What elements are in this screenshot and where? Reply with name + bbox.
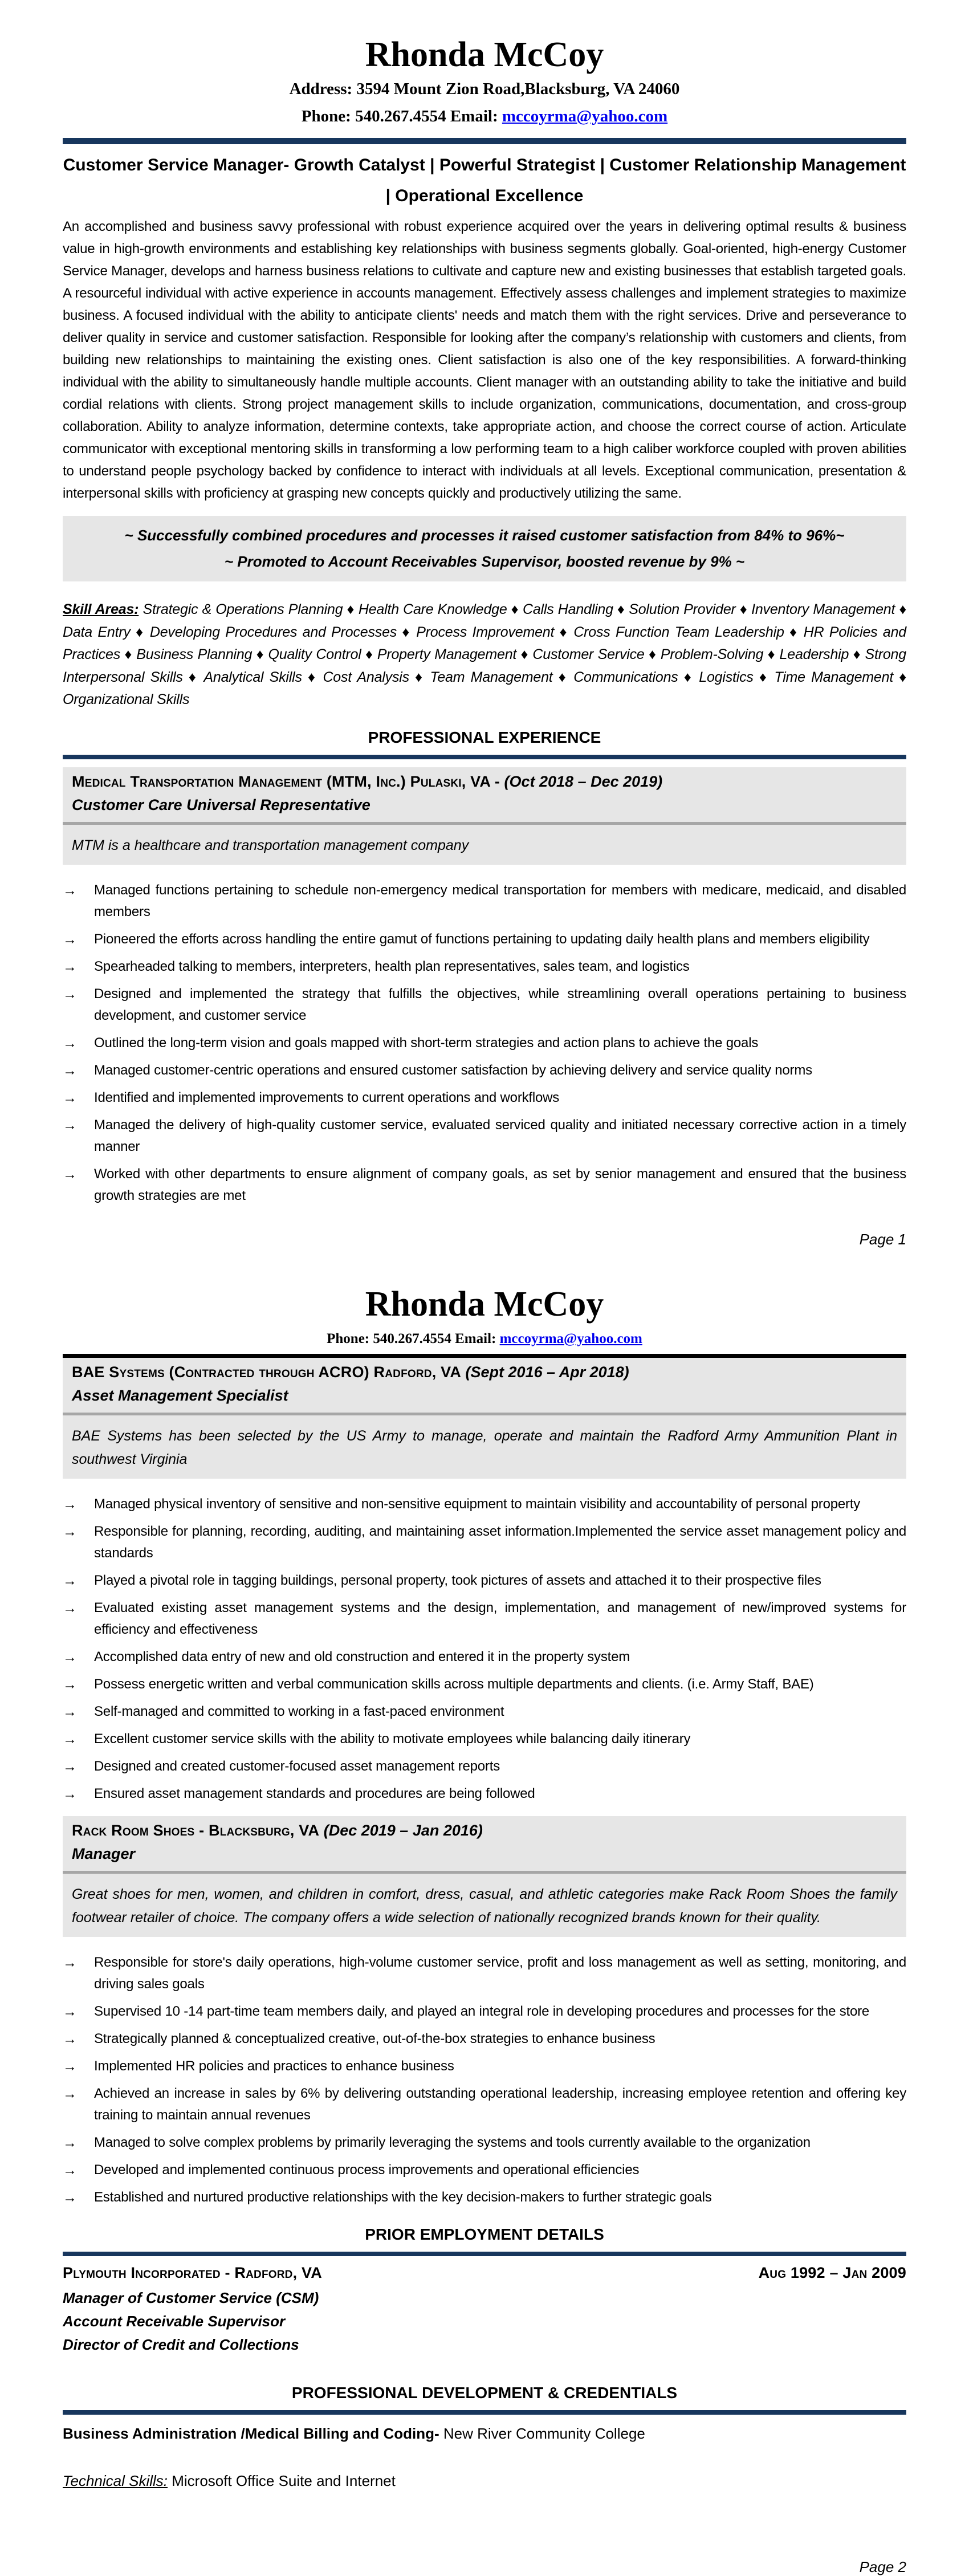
bullet-text: Responsible for planning, recording, auditing, and maintaining asset information.Implemented the service asset management policy and standards: [94, 1524, 906, 1561]
bullet-item: [63, 1570, 906, 1592]
arrow-bullet-icon: →: [63, 2190, 77, 2206]
bullet-text: Possess energetic written and verbal communication skills across multiple departments and clients. (i.e. Army Staff, BAE): [94, 1676, 814, 1692]
skill-item: ♦ Time Management: [754, 669, 893, 685]
skill-item: ♦ Business Planning: [120, 646, 252, 662]
email-link-2[interactable]: mccoyrma@yahoo.com: [499, 1330, 642, 1346]
arrow-bullet-icon: →: [63, 959, 77, 975]
prior-role: Account Receivable Supervisor: [63, 2313, 286, 2330]
bullet-text: Managed the delivery of high-quality customer service, evaluated serviced quality and initiated necessary corrective action in a timely manner: [94, 1117, 906, 1155]
bullet-item: [63, 1597, 906, 1641]
bullet-item: [63, 1521, 906, 1564]
skill-item: ♦ Strong Interpersonal Skills: [63, 646, 906, 685]
job-company: BAE Systems (Contracted through ACRO) Radford, VA: [72, 1364, 462, 1381]
bullet-item: [63, 1087, 906, 1109]
education-line: [63, 2425, 906, 2443]
development-heading: PROFESSIONAL DEVELOPMENT & CREDENTIALS: [291, 2384, 678, 2402]
arrow-bullet-icon: →: [63, 2031, 77, 2048]
page-2-title: Rhonda McCoy: [365, 1285, 604, 1324]
arrow-bullet-icon: →: [63, 931, 77, 948]
skill-item: ♦ Organizational Skills: [63, 669, 906, 708]
bullet-text: Strategically planned & conceptualized creative, out-of-the-box strategies to enhance business: [94, 2031, 656, 2047]
bullet-item: [63, 1783, 906, 1805]
bullet-item: [63, 2056, 906, 2077]
skill-item: ♦ Problem-Solving: [645, 646, 764, 662]
skill-item: ♦ Logistics: [678, 669, 754, 685]
job-about: Great shoes for men, women, and children in comfort, dress, casual, and athletic categories make Rack Room Shoes the family footwear retailer of choice. The company offers a wide selection of nationally recognized brands known for their quality.: [72, 1886, 897, 1926]
bullet-item: [63, 1674, 906, 1695]
bullet-text: Identified and implemented improvements to current operations and workflows: [94, 1090, 560, 1106]
prior-dates: Aug 1992 – Jan 2009: [758, 2264, 906, 2282]
skill-item: ♦ Analytical Skills: [183, 669, 302, 685]
skill-item: ♦ Cost Analysis: [302, 669, 409, 685]
bullet-text: Managed functions pertaining to schedule non-emergency medical transportation for members with medicare, medicaid, and disabled members: [94, 882, 906, 920]
bullet-text: Managed customer-centric operations and ensured customer satisfaction by achieving delivery and service quality norms: [94, 1063, 812, 1079]
arrow-bullet-icon: →: [63, 2162, 77, 2179]
arrow-bullet-icon: →: [63, 1759, 77, 1775]
education-program: Business Administration /Medical Billing and Coding-: [63, 2425, 439, 2443]
arrow-bullet-icon: →: [63, 1166, 77, 1183]
job-company: Rack Room Shoes - Blacksburg, VA: [72, 1822, 320, 1840]
bullet-text: Responsible for store's daily operations, high-volume customer service, profit and loss management as well as setting, monitoring, and driving sales goals: [94, 1955, 906, 1992]
bullet-item: [63, 2187, 906, 2208]
bullet-text: Supervised 10 -14 part-time team members daily, and played an integral role in developing procedures and processes for the store: [94, 2004, 870, 2020]
bullet-text: Excellent customer service skills with the ability to motivate employees while balancing daily itinerary: [94, 1731, 691, 1747]
bullet-text: Evaluated existing asset management systems and the design, implementation, and management of new/improved systems for efficiency and effectiveness: [94, 1600, 906, 1638]
prior-company: Plymouth Incorporated - Radford, VA: [63, 2264, 322, 2282]
page-1-footer: Page 1: [859, 1231, 906, 1248]
job-dates: (Oct 2018 – Dec 2019): [504, 772, 663, 790]
bullet-text: Ensured asset management standards and procedures are being followed: [94, 1786, 535, 1802]
bullet-item: [63, 956, 906, 978]
bullet-item: [63, 929, 906, 950]
prior-role: Director of Credit and Collections: [63, 2336, 299, 2354]
bullet-text: Accomplished data entry of new and old construction and entered it in the property system: [94, 1649, 630, 1665]
bullet-text: Pioneered the efforts across handling the entire gamut of functions pertaining to updating daily health plans and members eligibility: [94, 931, 870, 947]
prior-roles: [63, 2286, 906, 2357]
bullet-text: Managed physical inventory of sensitive and non-sensitive equipment to maintain visibility and accountability of personal property: [94, 1496, 861, 1512]
skill-list: [63, 601, 906, 707]
prior-role: Manager of Customer Service (CSM): [63, 2289, 319, 2307]
arrow-bullet-icon: →: [63, 882, 77, 899]
arrow-bullet-icon: →: [63, 1676, 77, 1693]
bullet-item: [63, 2159, 906, 2181]
skill-item: ♦ Property Management: [361, 646, 517, 662]
highlight-line: ~ Promoted to Account Receivables Supervisor, boosted revenue by 9% ~: [224, 552, 745, 570]
job-bullets-mtm: [63, 880, 906, 1207]
phone-email-label: Phone: 540.267.4554 Email:: [301, 107, 498, 125]
arrow-bullet-icon: →: [63, 1649, 77, 1666]
bullet-item: [63, 1756, 906, 1777]
bullet-item: [63, 2001, 906, 2022]
arrow-bullet-icon: →: [63, 1786, 77, 1802]
contact-line: [63, 104, 906, 129]
arrow-bullet-icon: →: [63, 1573, 77, 1589]
skill-areas: [63, 599, 906, 711]
job-company-line: [72, 1364, 897, 1381]
arrow-bullet-icon: →: [63, 1496, 77, 1513]
bullet-item: [63, 1163, 906, 1207]
prior-employment-divider: [63, 2252, 906, 2256]
bullet-text: Self-managed and committed to working in a fast-paced environment: [94, 1704, 504, 1720]
page-2: [63, 1285, 906, 2576]
arrow-bullet-icon: →: [63, 1731, 77, 1748]
bullet-text: Outlined the long-term vision and goals mapped with short-term strategies and action plans to achieve the goals: [94, 1035, 759, 1051]
technical-skills-line: [63, 2472, 906, 2490]
bullet-text: Established and nurtured productive relationships with the key decision-makers to further strategic goals: [94, 2190, 712, 2205]
arrow-bullet-icon: →: [63, 1524, 77, 1540]
skill-item: ♦ Health Care Knowledge: [343, 601, 507, 617]
job-dates: (Sept 2016 – Apr 2018): [465, 1364, 629, 1381]
job-company-line: [72, 773, 897, 791]
job-divider: [63, 1413, 906, 1415]
job-company: Medical Transportation Management (MTM, Inc.) Pulaski, VA -: [72, 772, 500, 790]
bullet-item: [63, 1060, 906, 1081]
page-2-header-divider: [63, 1354, 906, 1358]
bullet-item: [63, 1728, 906, 1750]
bullet-text: Spearheaded talking to members, interpreters, health plan representatives, sales team, and logistics: [94, 959, 690, 975]
bullet-text: Achieved an increase in sales by 6% by delivering outstanding operational leadership, increasing employee retention and offering key training to maintain annual revenues: [94, 2086, 906, 2123]
bullet-text: Played a pivotal role in tagging buildings, personal property, took pictures of assets and attached it to their prospective files: [94, 1573, 821, 1589]
skill-item: ♦ Customer Service: [516, 646, 644, 662]
bullet-item: [63, 1646, 906, 1668]
arrow-bullet-icon: →: [63, 1090, 77, 1106]
bullet-text: Implemented HR policies and practices to enhance business: [94, 2058, 454, 2074]
experience-divider: [63, 755, 906, 759]
arrow-bullet-icon: →: [63, 2004, 77, 2020]
bullet-text: Designed and created customer-focused asset management reports: [94, 1759, 500, 1775]
skill-item: ♦ Calls Handling: [507, 601, 613, 617]
contact-line-2: [63, 1328, 906, 1350]
email-link[interactable]: mccoyrma@yahoo.com: [502, 107, 668, 125]
technical-skills-value: Microsoft Office Suite and Internet: [168, 2472, 396, 2490]
header-divider: [63, 138, 906, 144]
skill-areas-label: Skill Areas:: [63, 601, 139, 618]
headline: Customer Service Manager- Growth Catalyst | Powerful Strategist | Customer Relationship Management | Operational Excellence: [63, 156, 906, 205]
bullet-item: [63, 1114, 906, 1158]
arrow-bullet-icon: →: [63, 1063, 77, 1079]
page-1: [63, 35, 906, 1248]
skill-item: ♦ HR Policies and Practices: [63, 624, 906, 663]
arrow-bullet-icon: →: [63, 1117, 77, 1134]
job-about: BAE Systems has been selected by the US Army to manage, operate and maintain the Radford Army Ammunition Plant in southwest Virginia: [72, 1428, 897, 1467]
bullet-text: Managed to solve complex problems by primarily leveraging the systems and tools currently available to the organization: [94, 2135, 811, 2151]
job-header-rack-room: [63, 1816, 906, 1937]
prior-employment-row: [63, 2264, 906, 2282]
bullet-item: [63, 1701, 906, 1723]
experience-heading: PROFESSIONAL EXPERIENCE: [368, 728, 601, 746]
job-dates: (Dec 2019 – Jan 2016): [323, 1822, 483, 1840]
job-bullets-bae: [63, 1493, 906, 1805]
skill-item: ♦ Solution Provider: [613, 601, 736, 617]
achievement-highlights: [63, 516, 906, 581]
skill-item: Strategic & Operations Planning: [142, 601, 343, 618]
arrow-bullet-icon: →: [63, 986, 77, 1003]
address-line: Address: 3594 Mount Zion Road,Blacksburg, VA 24060: [289, 80, 680, 99]
bullet-item: [63, 880, 906, 923]
arrow-bullet-icon: →: [63, 1035, 77, 1052]
bullet-item: [63, 1493, 906, 1515]
arrow-bullet-icon: →: [63, 1704, 77, 1720]
bullet-item: [63, 1032, 906, 1054]
phone-email-label-2: Phone: 540.267.4554 Email:: [327, 1330, 496, 1346]
arrow-bullet-icon: →: [63, 2135, 77, 2151]
job-header-mtm: [63, 767, 906, 865]
bullet-item: [63, 2132, 906, 2154]
job-role: Customer Care Universal Representative: [72, 796, 370, 813]
job-about: MTM is a healthcare and transportation management company: [72, 837, 469, 853]
skill-item: ♦ Developing Procedures and Processes: [131, 624, 397, 640]
arrow-bullet-icon: →: [63, 1600, 77, 1617]
bullet-item: [63, 1952, 906, 1995]
arrow-bullet-icon: →: [63, 1955, 77, 1971]
skill-item: ♦ Quality Control: [252, 646, 361, 662]
bullet-item: [63, 2028, 906, 2050]
arrow-bullet-icon: →: [63, 2058, 77, 2075]
bullet-text: Designed and implemented the strategy that fulfills the objectives, while streamlining overall operations pertaining to business development, and customer service: [94, 986, 906, 1024]
bullet-item: [63, 2083, 906, 2126]
job-divider: [63, 822, 906, 825]
skill-item: ♦ Team Management: [409, 669, 553, 685]
job-company-line: [72, 1822, 897, 1840]
skill-item: ♦ Inventory Management: [736, 601, 895, 617]
page-title: Rhonda McCoy: [365, 35, 604, 74]
bullet-item: [63, 983, 906, 1027]
job-header-bae: [63, 1358, 906, 1479]
skill-item: ♦ Data Entry: [63, 601, 906, 640]
job-divider: [63, 1871, 906, 1874]
highlight-line: ~ Successfully combined procedures and processes it raised customer satisfaction from 84% to 96%~: [124, 527, 845, 544]
arrow-bullet-icon: →: [63, 2086, 77, 2102]
job-role: Manager: [72, 1845, 136, 1863]
prior-employment-heading: PRIOR EMPLOYMENT DETAILS: [365, 2225, 604, 2244]
bullet-text: Developed and implemented continuous process improvements and operational efficiencies: [94, 2162, 640, 2178]
job-role: Asset Management Specialist: [72, 1387, 288, 1405]
development-divider: [63, 2410, 906, 2415]
job-bullets-rack-room: [63, 1952, 906, 2208]
skill-item: ♦ Leadership: [763, 646, 849, 662]
technical-skills-label: Technical Skills:: [63, 2472, 168, 2490]
skill-item: ♦ Process Improvement: [397, 624, 554, 640]
summary-paragraph: An accomplished and business savvy professional with robust experience acquired over the years in delivering optimal results & business value in high-growth environments and establishing key relationships with business segments globally. Goal-oriented, high-energy Customer Service Manager, develops and harness business relations to cultivate and capture new and existing businesses that establish targeted goals. A resourceful individual with active experience in accounts management. Effectively assess challenges and implement strategies to maximize business. A focused individual with the ability to anticipate clients' needs and match them with the right services. Drive and perseverance to deliver quality in service and customer satisfaction. Responsible for looking after the company’s relationship with customers and clients, from building new relationships to maintaining the existing ones. Client satisfaction is also one of the key responsibilities. A forward-thinking individual with the ability to simultaneously handle multiple accounts. Client manager with an outstanding ability to take the initiative and build cordial relations with clients. Strong project management skills to include organization, communications, documentation, and cross-group collaboration. Ability to analyze information, determine contexts, take appropriate action, and choose the correct course of action. Articulate communicator with exceptional mentoring skills in transforming a low performing team to a high caliber workforce coupled with proven abilities to understand people psychology backed by confidence to interact with individuals at all levels. Exceptional communication, presentation & interpersonal skills with proficiency at grasping new concepts quickly and productively utilizing the same.: [63, 219, 906, 502]
page-2-footer: Page 2: [859, 2558, 906, 2576]
skill-item: ♦ Cross Function Team Leadership: [554, 624, 784, 640]
education-school: New River Community College: [439, 2425, 645, 2443]
bullet-text: Worked with other departments to ensure alignment of company goals, as set by senior management and ensured that the business growth strategies are met: [94, 1166, 906, 1204]
skill-item: ♦ Communications: [553, 669, 678, 685]
